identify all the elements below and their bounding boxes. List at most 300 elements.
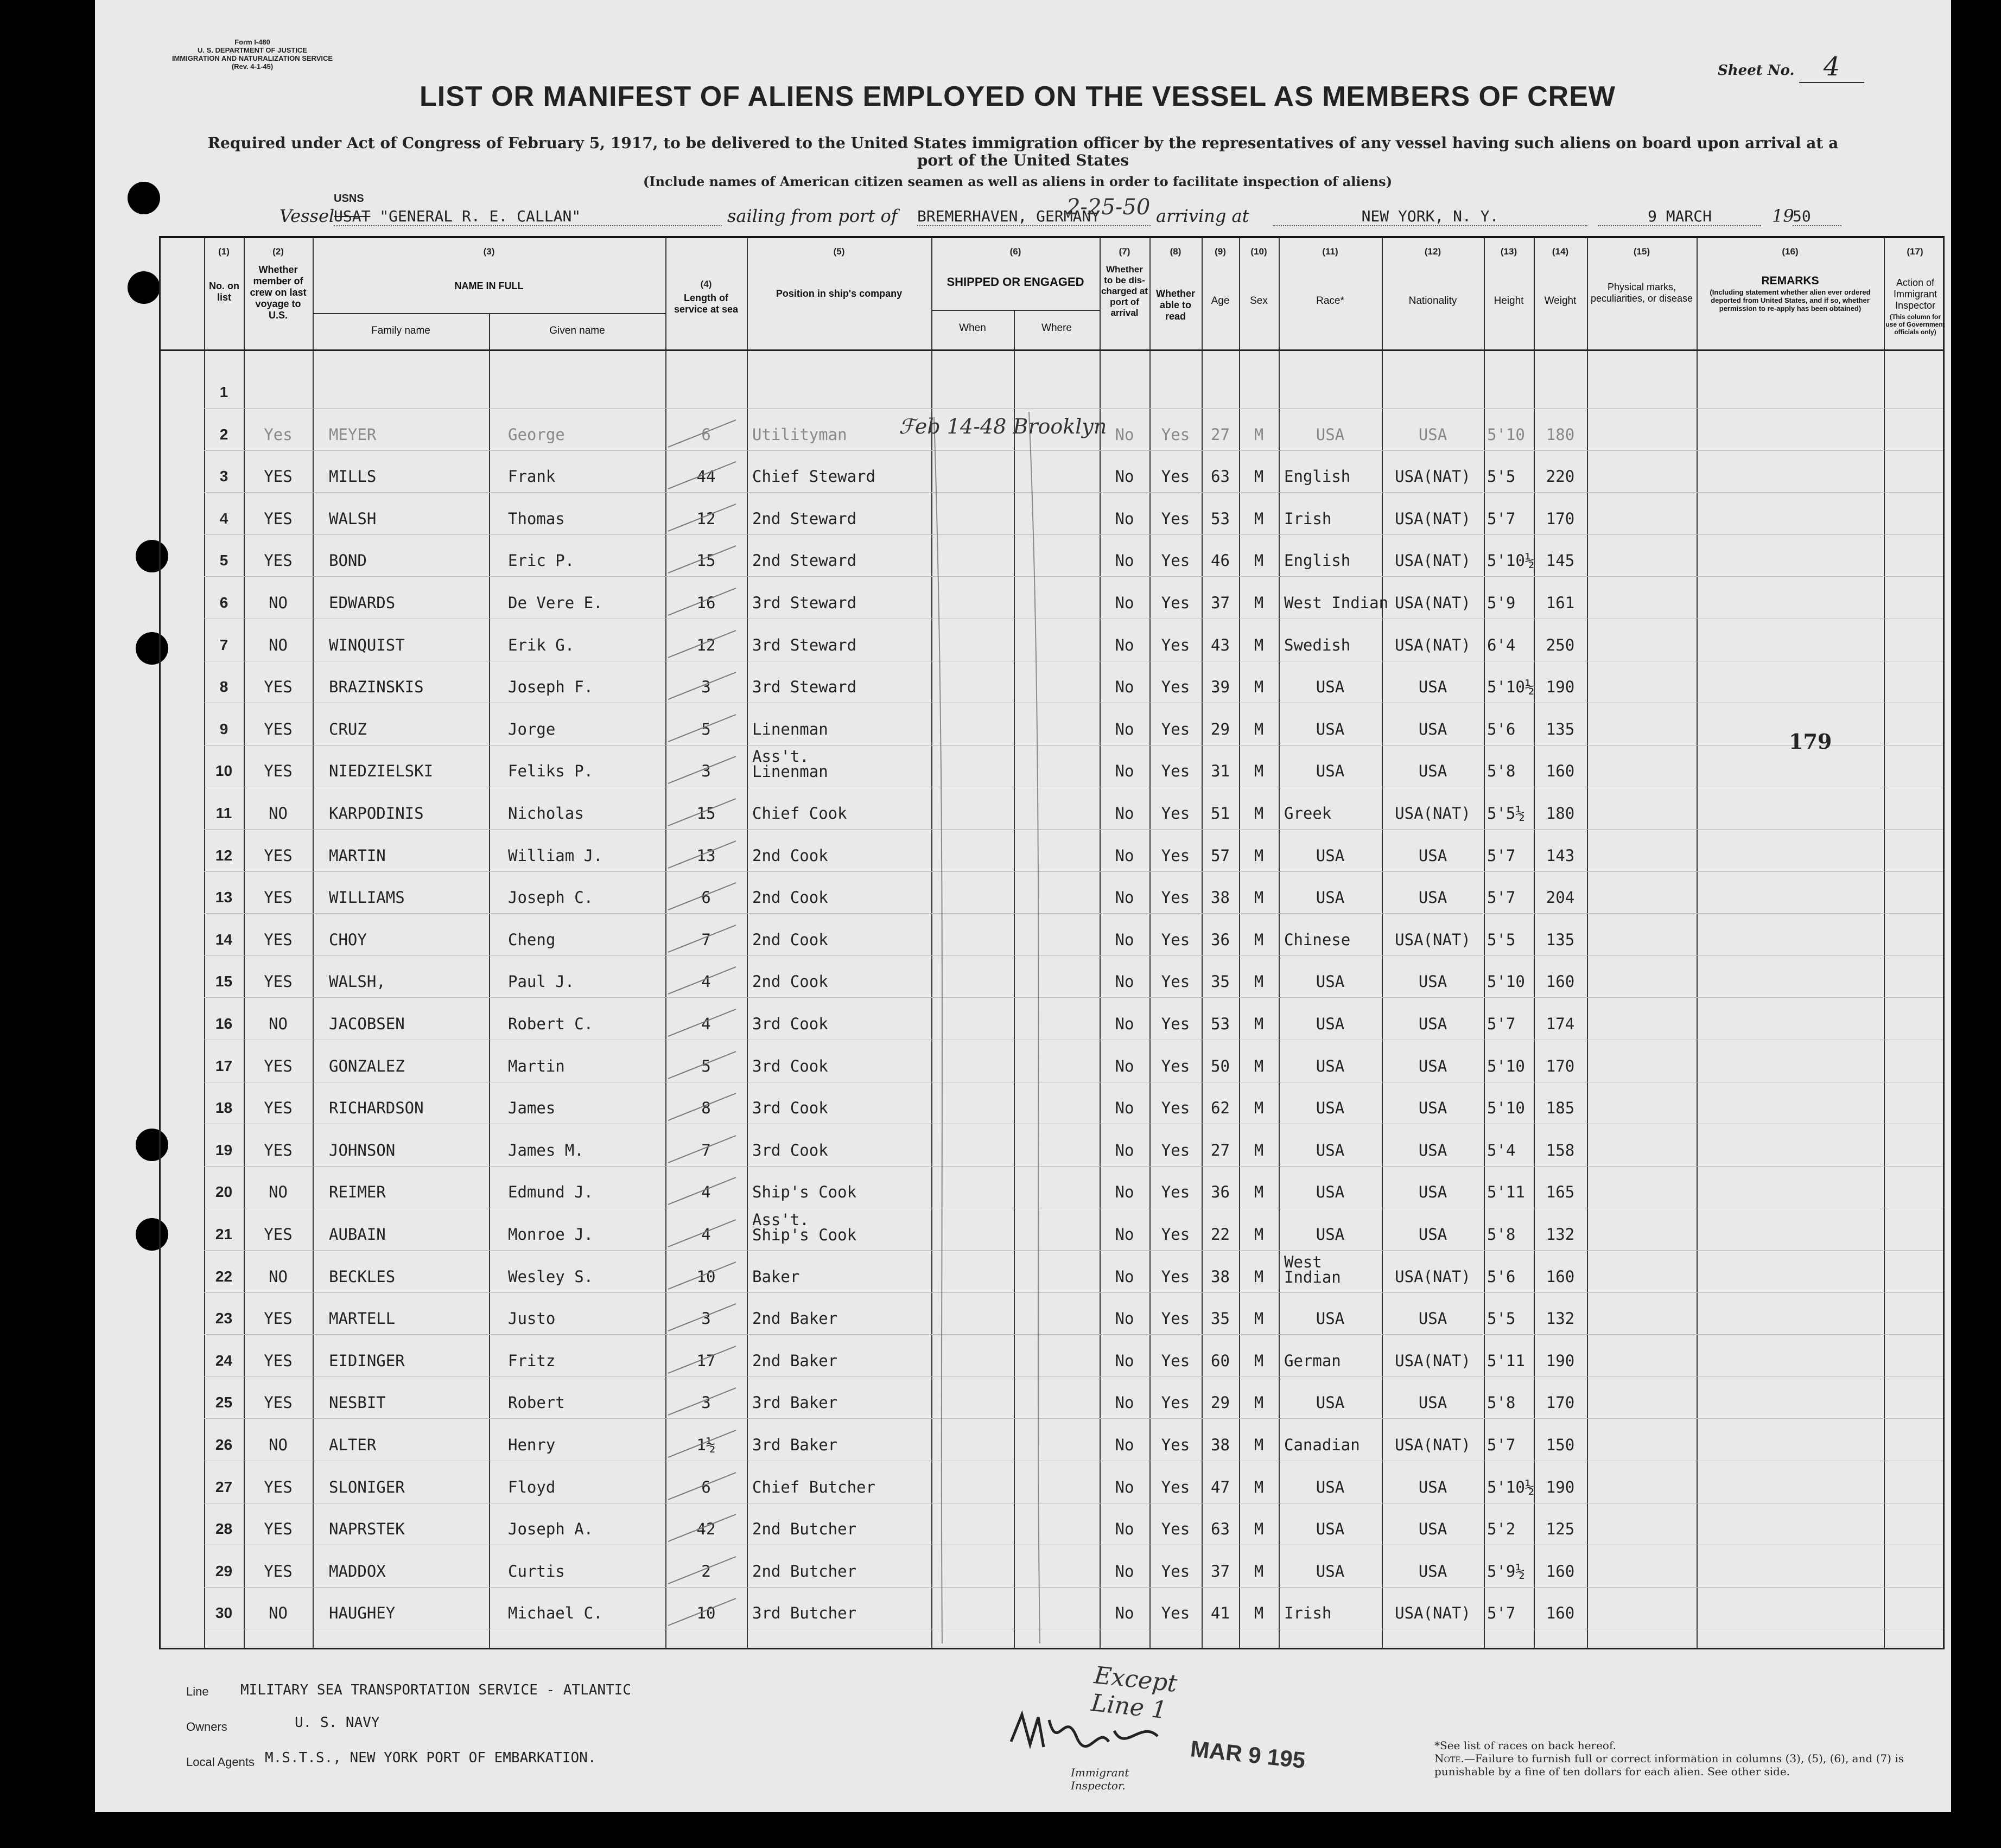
cell-race-line: USA bbox=[1316, 1099, 1345, 1117]
cell-sex: M bbox=[1254, 1225, 1264, 1244]
cell-sex: M bbox=[1254, 425, 1264, 444]
cell-no: 23 bbox=[215, 1310, 233, 1327]
cell-race-line: USA bbox=[1316, 762, 1345, 780]
cell-height: 5'10½ bbox=[1487, 1478, 1535, 1496]
cell-no: 22 bbox=[215, 1268, 233, 1285]
cell-weight: 250 bbox=[1546, 636, 1575, 654]
cell-given-name: Michael C. bbox=[508, 1604, 603, 1622]
cell-no: 6 bbox=[219, 594, 228, 611]
cell-given-name: Monroe J. bbox=[508, 1225, 594, 1244]
cell-height: 5'6 bbox=[1487, 720, 1516, 738]
punch-hole bbox=[128, 271, 160, 304]
cell-service: 4 bbox=[701, 1183, 711, 1201]
cell-sex: M bbox=[1254, 931, 1264, 949]
cell-position-line: 3rd Steward bbox=[752, 678, 857, 696]
cell-position-line: Chief Butcher bbox=[752, 1478, 875, 1496]
header-when: When bbox=[959, 322, 986, 334]
cell-height: 6'4 bbox=[1487, 636, 1516, 654]
header-position: Position in ship's company bbox=[776, 288, 903, 299]
cell-nationality: USA bbox=[1418, 1520, 1447, 1538]
cell-sex: M bbox=[1254, 1520, 1264, 1538]
cell-age: 53 bbox=[1211, 1015, 1230, 1033]
cell-sex: M bbox=[1254, 804, 1264, 823]
cell-height: 5'2 bbox=[1487, 1520, 1516, 1538]
column-number: (1) bbox=[218, 246, 230, 257]
cell-given-name: William J. bbox=[508, 846, 603, 865]
cell-nationality: USA bbox=[1418, 1141, 1447, 1159]
cell-nationality: USA(NAT) bbox=[1395, 1267, 1471, 1286]
cell-family-name: AUBAIN bbox=[329, 1225, 386, 1244]
cell-race-line: USA bbox=[1316, 846, 1345, 865]
cell-discharged: No bbox=[1115, 1520, 1134, 1538]
line-label: Line bbox=[186, 1685, 209, 1698]
cell-family-name: SLONIGER bbox=[329, 1478, 405, 1496]
header-shipped-or-engaged: SHIPPED OR ENGAGED bbox=[946, 275, 1084, 289]
cell-no: 15 bbox=[215, 973, 233, 990]
cell-age: 50 bbox=[1211, 1057, 1230, 1075]
cell-race-line: USA bbox=[1316, 425, 1345, 444]
cell-position-line: 3rd Cook bbox=[752, 1141, 828, 1159]
cell-no: 29 bbox=[215, 1563, 233, 1579]
cell-height: 5'7 bbox=[1487, 846, 1516, 865]
cell-race-line: West bbox=[1284, 1253, 1322, 1271]
vessel-prefix-handwritten: USNS bbox=[334, 193, 364, 205]
cell-weight: 170 bbox=[1546, 509, 1575, 528]
cell-service: 3 bbox=[701, 1309, 711, 1328]
line-value: MILITARY SEA TRANSPORTATION SERVICE - ATLANTIC bbox=[240, 1682, 632, 1698]
cell-able-to-read: Yes bbox=[1161, 1141, 1190, 1159]
cell-discharged: No bbox=[1115, 1183, 1134, 1201]
cell-height: 5'8 bbox=[1487, 1393, 1516, 1412]
cell-age: 38 bbox=[1211, 1436, 1230, 1454]
cell-able-to-read: Yes bbox=[1161, 1393, 1190, 1412]
cell-able-to-read: Yes bbox=[1161, 1015, 1190, 1033]
cell-family-name: ALTER bbox=[329, 1436, 377, 1454]
cell-weight: 145 bbox=[1546, 551, 1575, 570]
cell-race-line: USA bbox=[1316, 1057, 1345, 1075]
cell-sex: M bbox=[1254, 1057, 1264, 1075]
cell-race-line: USA bbox=[1316, 1478, 1345, 1496]
cell-family-name: NESBIT bbox=[329, 1393, 386, 1412]
cell-family-name: JOHNSON bbox=[329, 1141, 396, 1159]
pencil-tick bbox=[668, 925, 736, 952]
cell-given-name: Robert bbox=[508, 1393, 565, 1412]
cell-family-name: MARTELL bbox=[329, 1309, 396, 1328]
cell-position-line: Ass't. bbox=[752, 747, 809, 766]
cell-service: 8 bbox=[701, 1099, 711, 1117]
cell-no: 3 bbox=[219, 468, 228, 485]
cell-member: YES bbox=[264, 720, 293, 738]
cell-weight: 135 bbox=[1546, 931, 1575, 949]
cell-given-name: Paul J. bbox=[508, 972, 575, 991]
cell-nationality: USA bbox=[1418, 1183, 1447, 1201]
cell-height: 5'9 bbox=[1487, 594, 1516, 612]
pencil-tick bbox=[668, 715, 736, 742]
cell-sex: M bbox=[1254, 636, 1264, 654]
agents-label: Local Agents bbox=[186, 1755, 255, 1769]
column-number: (16) bbox=[1782, 246, 1799, 257]
cell-age: 63 bbox=[1211, 467, 1230, 486]
header-where: Where bbox=[1041, 322, 1072, 334]
cell-no: 14 bbox=[215, 931, 233, 948]
cell-able-to-read: Yes bbox=[1161, 1520, 1190, 1538]
cell-position-line: 2nd Baker bbox=[752, 1352, 838, 1370]
vessel-prefix-struck: USAT bbox=[334, 207, 371, 225]
cell-discharged: No bbox=[1115, 888, 1134, 907]
cell-given-name: Justo bbox=[508, 1309, 556, 1328]
cell-weight: 174 bbox=[1546, 1015, 1575, 1033]
cell-age: 29 bbox=[1211, 1393, 1230, 1412]
cell-sex: M bbox=[1254, 720, 1264, 738]
cell-sex: M bbox=[1254, 467, 1264, 486]
cell-age: 46 bbox=[1211, 551, 1230, 570]
cell-member: NO bbox=[269, 636, 288, 654]
cell-given-name: Thomas bbox=[508, 509, 565, 528]
cell-discharged: No bbox=[1115, 1099, 1134, 1117]
cell-nationality: USA(NAT) bbox=[1395, 467, 1471, 486]
cell-nationality: USA bbox=[1418, 678, 1447, 696]
cell-discharged: No bbox=[1115, 720, 1134, 738]
cell-position-line: Linenman bbox=[752, 762, 828, 781]
cell-nationality: USA(NAT) bbox=[1395, 931, 1471, 949]
cell-race-line: USA bbox=[1316, 678, 1345, 696]
cell-height: 5'10 bbox=[1487, 425, 1525, 444]
cell-able-to-read: Yes bbox=[1161, 1352, 1190, 1370]
cell-position-line: 2nd Butcher bbox=[752, 1520, 857, 1538]
cell-position-line: Chief Cook bbox=[752, 804, 847, 823]
cell-sex: M bbox=[1254, 1478, 1264, 1496]
cell-age: 27 bbox=[1211, 425, 1230, 444]
pencil-tick bbox=[668, 1304, 736, 1331]
cell-given-name: Joseph F. bbox=[508, 678, 594, 696]
cell-service: 15 bbox=[696, 804, 716, 823]
cell-family-name: MILLS bbox=[329, 467, 377, 486]
cell-no: 28 bbox=[215, 1520, 233, 1537]
cell-given-name: Curtis bbox=[508, 1562, 565, 1581]
cell-no: 27 bbox=[215, 1479, 233, 1495]
cell-no: 7 bbox=[219, 636, 228, 653]
arrival-date: 9 MARCH bbox=[1598, 207, 1761, 226]
cell-service: 44 bbox=[696, 467, 716, 486]
cell-weight: 190 bbox=[1546, 1478, 1575, 1496]
cell-race-line: USA bbox=[1316, 1141, 1345, 1159]
cell-family-name: EIDINGER bbox=[329, 1352, 405, 1370]
cell-service: 7 bbox=[701, 1141, 711, 1159]
cell-nationality: USA(NAT) bbox=[1395, 594, 1471, 612]
form-info bbox=[166, 38, 339, 71]
cell-member: YES bbox=[264, 931, 293, 949]
cell-member: YES bbox=[264, 1099, 293, 1117]
cell-discharged: No bbox=[1115, 1141, 1134, 1159]
column-number: (17) bbox=[1907, 246, 1923, 257]
cell-service: 6 bbox=[701, 1478, 711, 1496]
cell-member: NO bbox=[269, 1015, 288, 1033]
cell-sex: M bbox=[1254, 1183, 1264, 1201]
cell-height: 5'7 bbox=[1487, 1436, 1516, 1454]
cell-given-name: Joseph A. bbox=[508, 1520, 594, 1538]
cell-height: 5'5½ bbox=[1487, 804, 1525, 823]
cell-member: NO bbox=[269, 1604, 288, 1622]
port-to: NEW YORK, N. Y. bbox=[1273, 207, 1587, 226]
cell-weight: 143 bbox=[1546, 846, 1575, 865]
header-sex: Sex bbox=[1250, 295, 1268, 307]
pencil-tick bbox=[668, 967, 736, 994]
cell-race-line: USA bbox=[1316, 1225, 1345, 1244]
column-number: (6) bbox=[1009, 246, 1021, 257]
cell-family-name: WALSH bbox=[329, 509, 377, 528]
inspector-signature-icon bbox=[1006, 1704, 1179, 1758]
cell-age: 39 bbox=[1211, 678, 1230, 696]
cell-position-line: 3rd Baker bbox=[752, 1393, 838, 1412]
cell-height: 5'11 bbox=[1487, 1352, 1525, 1370]
inspection-date-stamp: MAR 9 195 bbox=[1189, 1736, 1307, 1773]
cell-discharged: No bbox=[1115, 1604, 1134, 1622]
cell-discharged: No bbox=[1115, 509, 1134, 528]
pencil-tick bbox=[668, 504, 736, 531]
cell-service: 2 bbox=[701, 1562, 711, 1581]
cell-age: 41 bbox=[1211, 1604, 1230, 1622]
cell-race-line: German bbox=[1284, 1352, 1341, 1370]
cell-able-to-read: Yes bbox=[1161, 1057, 1190, 1075]
cell-no: 20 bbox=[215, 1183, 233, 1200]
cell-given-name: Feliks P. bbox=[508, 762, 594, 780]
cell-given-name: Eric P. bbox=[508, 551, 575, 570]
cell-sex: M bbox=[1254, 1099, 1264, 1117]
cell-race-line: Greek bbox=[1284, 804, 1332, 823]
column-number: (8) bbox=[1170, 246, 1181, 257]
cell-position-line: Ass't. bbox=[752, 1210, 809, 1229]
pencil-tick bbox=[668, 462, 736, 489]
cell-given-name: Jorge bbox=[508, 720, 556, 738]
pencil-tick bbox=[668, 883, 736, 910]
department: U. S. DEPARTMENT OF JUSTICE bbox=[198, 46, 307, 54]
cell-service: 42 bbox=[696, 1520, 716, 1538]
cell-race-line: West Indian bbox=[1284, 594, 1389, 612]
column-number: (3) bbox=[483, 246, 495, 257]
cell-height: 5'5 bbox=[1487, 467, 1516, 486]
column-number: (5) bbox=[833, 246, 845, 257]
cell-nationality: USA(NAT) bbox=[1395, 551, 1471, 570]
cell-member: YES bbox=[264, 1562, 293, 1581]
cell-race-line: USA bbox=[1316, 1520, 1345, 1538]
cell-weight: 132 bbox=[1546, 1225, 1575, 1244]
cell-family-name: CHOY bbox=[329, 931, 367, 949]
header-no-on-list: No. on list bbox=[209, 281, 239, 303]
cell-weight: 125 bbox=[1546, 1520, 1575, 1538]
cell-given-name: De Vere E. bbox=[508, 594, 603, 612]
pencil-tick bbox=[668, 799, 736, 826]
cell-position-line: Chief Steward bbox=[752, 467, 875, 486]
cell-age: 60 bbox=[1211, 1352, 1230, 1370]
cell-position-line: 2nd Butcher bbox=[752, 1562, 857, 1581]
sheet-number: 4 bbox=[1799, 52, 1864, 83]
header-able-to-read: Whether able to read bbox=[1156, 288, 1195, 322]
cell-member: NO bbox=[269, 1183, 288, 1201]
cell-age: 38 bbox=[1211, 1267, 1230, 1286]
cell-member: NO bbox=[269, 594, 288, 612]
cell-age: 57 bbox=[1211, 846, 1230, 865]
cell-sex: M bbox=[1254, 1562, 1264, 1581]
cell-age: 35 bbox=[1211, 972, 1230, 991]
column-number: (11) bbox=[1322, 246, 1338, 257]
cell-nationality: USA bbox=[1418, 425, 1447, 444]
cell-given-name: Henry bbox=[508, 1436, 556, 1454]
cell-no: 8 bbox=[219, 678, 228, 695]
cell-no: 24 bbox=[215, 1352, 233, 1369]
cell-given-name: George bbox=[508, 425, 565, 444]
cell-height: 5'8 bbox=[1487, 762, 1516, 780]
cell-given-name: James M. bbox=[508, 1141, 584, 1159]
footnote-note: —Failure to furnish full or correct information in columns (3), (5), (6), and (7) is punishable by a fine of ten dollars for each alien. See other side. bbox=[1434, 1752, 1904, 1778]
cell-nationality: USA bbox=[1418, 1225, 1447, 1244]
cell-height: 5'4 bbox=[1487, 1141, 1516, 1159]
cell-position-line: 2nd Cook bbox=[752, 846, 828, 865]
header-name-in-full: NAME IN FULL bbox=[454, 281, 524, 291]
cell-race-line: Indian bbox=[1284, 1268, 1341, 1286]
header-physical-marks: Physical marks, peculiarities, or disease bbox=[1590, 282, 1693, 304]
cell-discharged: No bbox=[1115, 846, 1134, 865]
pencil-tick bbox=[668, 1430, 736, 1457]
cell-given-name: Frank bbox=[508, 467, 556, 486]
cell-position-line: 2nd Cook bbox=[752, 972, 828, 991]
cell-family-name: WALSH, bbox=[329, 972, 386, 991]
cell-weight: 150 bbox=[1546, 1436, 1575, 1454]
pencil-tick bbox=[668, 1220, 736, 1247]
cell-discharged: No bbox=[1115, 1309, 1134, 1328]
cell-position-line: 3rd Steward bbox=[752, 594, 857, 612]
cell-family-name: NIEDZIELSKI bbox=[329, 762, 434, 780]
column-number: (12) bbox=[1424, 246, 1441, 257]
cell-height: 5'10½ bbox=[1487, 678, 1535, 696]
pencil-tick bbox=[668, 1177, 736, 1205]
cell-member: YES bbox=[264, 678, 293, 696]
cell-able-to-read: Yes bbox=[1161, 594, 1190, 612]
cell-family-name: HAUGHEY bbox=[329, 1604, 396, 1622]
cell-race-line: USA bbox=[1316, 1562, 1345, 1581]
cell-height: 5'11 bbox=[1487, 1183, 1525, 1201]
cell-weight: 165 bbox=[1546, 1183, 1575, 1201]
cell-able-to-read: Yes bbox=[1161, 1562, 1190, 1581]
cell-weight: 135 bbox=[1546, 720, 1575, 738]
pencil-tick bbox=[668, 1009, 736, 1036]
page-subtitle: Required under Act of Congress of February 5, 1917, to be delivered to the United States immigration officer by the representatives of any vessel having such aliens on board upon arrival at a port of the United States bbox=[207, 134, 1839, 169]
cell-no: 9 bbox=[219, 721, 228, 737]
crew-manifest-table bbox=[159, 236, 1945, 1649]
cell-given-name: Nicholas bbox=[508, 804, 584, 823]
vessel-line bbox=[279, 193, 1853, 231]
cell-discharged: No bbox=[1115, 425, 1134, 444]
column-number: (13) bbox=[1500, 246, 1517, 257]
cell-no: 2 bbox=[219, 426, 228, 443]
cell-sex: M bbox=[1254, 1436, 1264, 1454]
cell-service: 12 bbox=[696, 636, 716, 654]
cell-able-to-read: Yes bbox=[1161, 1183, 1190, 1201]
cell-service: 4 bbox=[701, 1225, 711, 1244]
cell-race-line: USA bbox=[1316, 1393, 1345, 1412]
cell-able-to-read: Yes bbox=[1161, 1478, 1190, 1496]
cell-given-name: Erik G. bbox=[508, 636, 575, 654]
cell-service: 13 bbox=[696, 846, 716, 865]
cell-member: YES bbox=[264, 509, 293, 528]
cell-service: 10 bbox=[696, 1604, 716, 1622]
cell-able-to-read: Yes bbox=[1161, 1225, 1190, 1244]
cell-service: 17 bbox=[696, 1352, 716, 1370]
cell-nationality: USA(NAT) bbox=[1395, 1436, 1471, 1454]
cell-service: 6 bbox=[701, 425, 711, 444]
cell-sex: M bbox=[1254, 678, 1264, 696]
cell-able-to-read: Yes bbox=[1161, 1604, 1190, 1622]
cell-height: 5'5 bbox=[1487, 1309, 1516, 1328]
header-action-note: (This column for use of Government officials only) bbox=[1885, 313, 1945, 336]
cell-family-name: JACOBSEN bbox=[329, 1015, 405, 1033]
cell-weight: 132 bbox=[1546, 1309, 1575, 1328]
cell-family-name: MEYER bbox=[329, 425, 377, 444]
cell-sex: M bbox=[1254, 509, 1264, 528]
cell-family-name: GONZALEZ bbox=[329, 1057, 405, 1075]
year-prefix: 19 bbox=[1772, 206, 1794, 226]
cell-no: 16 bbox=[215, 1015, 233, 1032]
pencil-tick bbox=[668, 1514, 736, 1541]
cell-position-line: 2nd Steward bbox=[752, 551, 857, 570]
cell-no: 10 bbox=[215, 762, 233, 779]
when-where-handwritten: ℱeb 14-48 Brooklyn bbox=[899, 415, 1107, 438]
cell-position-line: 3rd Cook bbox=[752, 1057, 828, 1075]
cell-family-name: MADDOX bbox=[329, 1562, 386, 1581]
cell-member: YES bbox=[264, 972, 293, 991]
cell-family-name: WILLIAMS bbox=[329, 888, 405, 907]
cell-weight: 160 bbox=[1546, 762, 1575, 780]
cell-nationality: USA(NAT) bbox=[1395, 1352, 1471, 1370]
cell-able-to-read: Yes bbox=[1161, 678, 1190, 696]
cell-member: Yes bbox=[264, 425, 293, 444]
header-given-name: Given name bbox=[549, 325, 605, 336]
cell-service: 7 bbox=[701, 931, 711, 949]
cell-nationality: USA bbox=[1418, 1057, 1447, 1075]
cell-weight: 158 bbox=[1546, 1141, 1575, 1159]
cell-race-line: Irish bbox=[1284, 509, 1332, 528]
pencil-tick bbox=[668, 1093, 736, 1120]
cell-able-to-read: Yes bbox=[1161, 509, 1190, 528]
column-number: (4) bbox=[700, 279, 712, 289]
pencil-tick bbox=[668, 546, 736, 573]
cell-no: 18 bbox=[215, 1099, 233, 1116]
cell-weight: 160 bbox=[1546, 1604, 1575, 1622]
cell-member: NO bbox=[269, 804, 288, 823]
cell-given-name: Wesley S. bbox=[508, 1267, 594, 1286]
cell-service: 16 bbox=[696, 594, 716, 612]
inspector-label: Immigrant Inspector. bbox=[1071, 1766, 1129, 1792]
cell-age: 37 bbox=[1211, 594, 1230, 612]
cell-member: YES bbox=[264, 762, 293, 780]
cell-member: YES bbox=[264, 1225, 293, 1244]
cell-able-to-read: Yes bbox=[1161, 1099, 1190, 1117]
cell-able-to-read: Yes bbox=[1161, 1309, 1190, 1328]
cell-race-line: USA bbox=[1316, 1183, 1345, 1201]
cell-age: 27 bbox=[1211, 1141, 1230, 1159]
pencil-tick-marks bbox=[161, 238, 1946, 1652]
cell-no: 12 bbox=[215, 847, 233, 864]
cell-discharged: No bbox=[1115, 931, 1134, 949]
vessel-name: "GENERAL R. E. CALLAN" bbox=[379, 207, 581, 225]
cell-sex: M bbox=[1254, 972, 1264, 991]
cell-able-to-read: Yes bbox=[1161, 846, 1190, 865]
cell-able-to-read: Yes bbox=[1161, 467, 1190, 486]
cell-nationality: USA bbox=[1418, 1478, 1447, 1496]
header-whether-member: Whether member of crew on last voyage to U.S. bbox=[250, 264, 307, 321]
cell-height: 5'6 bbox=[1487, 1267, 1516, 1286]
cell-discharged: No bbox=[1115, 1225, 1134, 1244]
cell-position-line: Ship's Cook bbox=[752, 1183, 857, 1201]
